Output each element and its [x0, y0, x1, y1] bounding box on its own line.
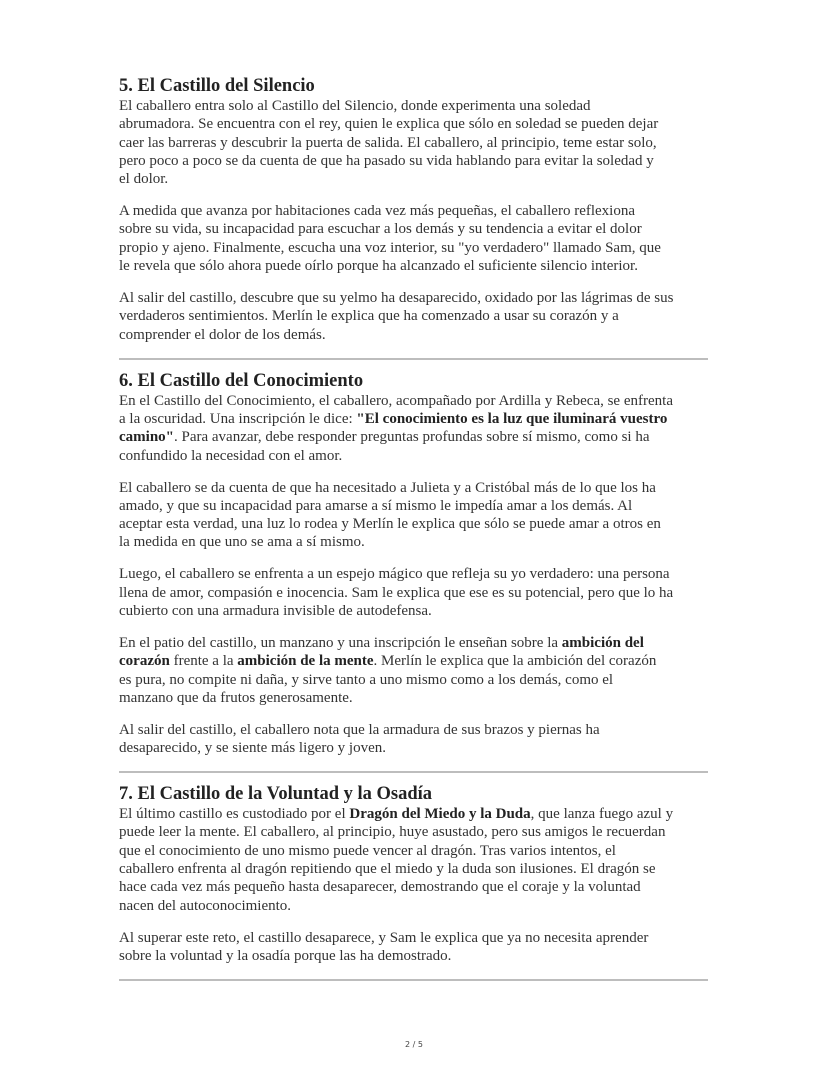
- text: caballero enfrenta al dragón repitiendo que el miedo y la duda son ilusiones. El dragón se: [119, 861, 656, 877]
- text: frente a la: [169, 653, 238, 670]
- text: a la oscuridad. Una inscripción le dice:: [119, 410, 357, 427]
- paragraph: [119, 289, 711, 344]
- section-divider: [119, 771, 708, 773]
- paragraph: [119, 929, 711, 966]
- text: Luego, el caballero se enfrenta a un espejo mágico que refleja su yo verdadero: una persona: [119, 566, 670, 583]
- text-line: [119, 860, 711, 878]
- paragraph: [119, 392, 711, 465]
- text-line: [119, 515, 711, 533]
- text: es pura, no compite ni daña, y sirve tanto a uno mismo como a los demás, como el: [119, 671, 614, 688]
- text-line: [119, 447, 711, 465]
- text-line: [119, 602, 711, 620]
- bold-text: camino": [119, 429, 174, 446]
- text: propio y ajeno. Finalmente, escucha una voz interior, su "yo verdadero" llamado Sam, que: [119, 239, 661, 256]
- text: comprender el dolor de los demás.: [119, 326, 326, 343]
- text: le revela que sólo ahora puede oírlo porque ha alcanzado el suficiente silencio interior.: [119, 258, 638, 275]
- text: . Merlín le explica que la ambición del corazón: [373, 653, 657, 670]
- text: sobre la voluntad y la osadía porque las ha demostrado.: [119, 947, 452, 964]
- text-line: [119, 897, 711, 915]
- text-line: [119, 392, 711, 410]
- section-heading: 5. El Castillo del Silencio: [119, 76, 315, 96]
- text: Al superar este reto, el castillo desaparece, y Sam le explica que ya no necesita aprender: [119, 929, 649, 946]
- section-heading: 7. El Castillo de la Voluntad y la Osadía: [119, 784, 433, 805]
- text-line: [119, 289, 711, 307]
- text: A medida que avanza por habitaciones cada vez más pequeñas, el caballero reflexiona: [119, 203, 636, 220]
- text: puede leer la mente. El caballero, al principio, huye asustado, pero sus amigos le recuerdan: [119, 824, 666, 841]
- text-line: [119, 220, 711, 238]
- text-line: [119, 565, 711, 583]
- section-divider: [119, 358, 708, 360]
- document-content: [119, 75, 711, 991]
- page-number: 2 / 5: [405, 1040, 423, 1049]
- paragraph: [119, 479, 711, 552]
- paragraph: [119, 721, 711, 758]
- text-line: [119, 239, 711, 257]
- text: pero poco a poco se da cuenta de que ha pasado su vida hablando para evitar la soledad y: [119, 152, 654, 169]
- text-line: [119, 152, 711, 170]
- text: abrumadora. Se encuentra con el rey, quien le explica que sólo en soledad se pueden dejar: [119, 116, 659, 133]
- text: Al salir del castillo, el caballero nota que la armadura de sus brazos y piernas ha: [119, 721, 600, 738]
- text-line: [119, 115, 711, 133]
- text-line: [119, 947, 711, 965]
- text: amado, y que su incapacidad para amarse a sí mismo le impedía amar a los demás. Al: [119, 497, 633, 514]
- text: verdaderos sentimientos. Merlín le explica que ha comenzado a usar su corazón y a: [119, 308, 619, 325]
- text-line: [119, 410, 711, 428]
- paragraph: [119, 634, 711, 707]
- text: Al salir del castillo, descubre que su yelmo ha desaparecido, oxidado por las lágrimas de sus: [119, 290, 674, 307]
- text-line: [119, 479, 711, 497]
- text: manzano que da frutos generosamente.: [119, 689, 353, 706]
- text: desaparecido, y se siente más ligero y joven.: [119, 740, 386, 757]
- section-heading: 6. El Castillo del Conocimiento: [119, 370, 364, 391]
- text: En el Castillo del Conocimiento, el caballero, acompañado por Ardilla y Rebeca, se enfrenta: [119, 392, 673, 409]
- text: El caballero entra solo al Castillo del Silencio, donde experimenta una soledad: [119, 98, 591, 114]
- text-line: [119, 202, 711, 220]
- text-line: [119, 428, 711, 446]
- section: [119, 75, 711, 360]
- text-line: [119, 257, 711, 275]
- text: El último castillo es custodiado por el: [119, 806, 350, 823]
- text-line: [119, 805, 711, 823]
- bold-text: ambición de la mente: [237, 653, 374, 670]
- paragraph: [119, 202, 711, 275]
- paragraph: [119, 97, 711, 188]
- text-line: [119, 878, 711, 896]
- text: hace cada vez más pequeño hasta desaparecer, demostrando que el coraje y la voluntad: [119, 879, 641, 896]
- text-line: [119, 170, 711, 188]
- text: aceptar esta verdad, una luz lo rodea y Merlín le explica que sólo se puede amar a otros en: [119, 516, 661, 533]
- text: . Para avanzar, debe responder preguntas profundas sobre sí mismo, como si ha: [174, 429, 650, 446]
- text-line: [119, 652, 711, 670]
- text-line: [119, 739, 711, 757]
- section: [119, 783, 711, 981]
- text-line: [119, 842, 711, 860]
- text-line: [119, 307, 711, 325]
- text: En el patio del castillo, un manzano y una inscripción le enseñan sobre la: [119, 634, 562, 651]
- text-line: [119, 533, 711, 551]
- paragraph: [119, 805, 711, 915]
- paragraph: [119, 565, 711, 620]
- text: que el conocimiento de uno mismo puede vencer al dragón. Tras varios intentos, el: [119, 842, 616, 859]
- text-line: [119, 134, 711, 152]
- text: , que lanza fuego azul y: [530, 806, 674, 823]
- text-line: [119, 823, 711, 841]
- text: la medida en que uno se ama a sí mismo.: [119, 534, 365, 551]
- text: confundido la necesidad con el amor.: [119, 447, 343, 464]
- text-line: [119, 929, 711, 947]
- bold-text: Dragón del Miedo y la Duda: [349, 806, 531, 823]
- text-line: [119, 497, 711, 515]
- text: cubierto con una armadura invisible de autodefensa.: [119, 602, 432, 619]
- bold-text: corazón: [119, 653, 170, 670]
- text-line: [119, 97, 711, 115]
- text-line: [119, 326, 711, 344]
- text: sobre su vida, su incapacidad para escuchar a los demás y su tendencia a evitar el dolor: [119, 221, 642, 238]
- text: El caballero se da cuenta de que ha necesitado a Julieta y a Cristóbal más de lo que los ha: [119, 479, 656, 496]
- text-line: [119, 671, 711, 689]
- bold-text: ambición del: [561, 634, 644, 651]
- text-line: [119, 634, 711, 652]
- text: el dolor.: [119, 171, 169, 188]
- text: llena de amor, compasión e inocencia. Sam le explica que ese es su potencial, pero que lo ha: [119, 584, 674, 601]
- text-line: [119, 584, 711, 602]
- bold-text: "El conocimiento es la luz que iluminará vuestro: [356, 410, 668, 427]
- text-line: [119, 689, 711, 707]
- section: [119, 370, 711, 773]
- text-line: [119, 721, 711, 739]
- text: caer las barreras y descubrir la puerta de salida. El caballero, al principio, teme estar solo,: [119, 134, 657, 151]
- text: nacen del autoconocimiento.: [119, 897, 292, 914]
- section-divider: [119, 979, 708, 981]
